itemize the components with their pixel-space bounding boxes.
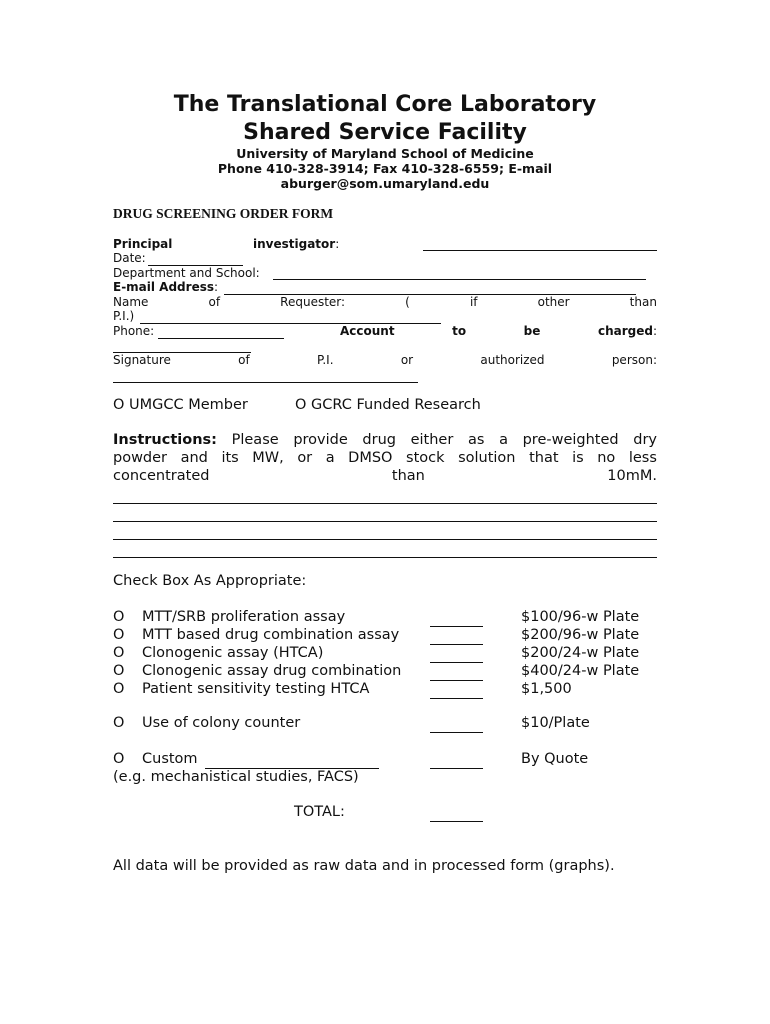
- instructions-word: that: [529, 450, 559, 466]
- form-title: DRUG SCREENING ORDER FORM: [113, 206, 334, 221]
- requester-word: other: [537, 295, 570, 309]
- service-qty-field[interactable]: [430, 697, 483, 699]
- title-line-1: The Translational Core Laboratory: [173, 92, 597, 117]
- service-checkbox[interactable]: O: [113, 609, 125, 625]
- department-label: Department and School:: [113, 266, 260, 280]
- instructions-field-line[interactable]: [113, 556, 657, 558]
- checkbox-heading: Check Box As Appropriate:: [113, 573, 307, 589]
- service-qty-field[interactable]: [430, 661, 483, 663]
- instructions-word: pre-weighted: [522, 432, 619, 448]
- pi-label: [113, 237, 172, 251]
- service-qty-field[interactable]: [430, 625, 483, 627]
- instructions-line-3: [113, 468, 657, 484]
- signature-label: [113, 353, 657, 367]
- account-colon: :: [652, 324, 657, 338]
- instructions-word: powder: [113, 450, 168, 466]
- service-price: $100/96-w Plate: [521, 609, 640, 625]
- requester-word: (: [405, 295, 410, 309]
- title-line-2: Shared Service Facility: [243, 120, 527, 145]
- total-label: TOTAL:: [294, 804, 345, 820]
- service-checkbox[interactable]: O: [113, 663, 125, 679]
- custom-price: By Quote: [521, 751, 589, 767]
- instructions-word: solution: [458, 450, 516, 466]
- footer-note: All data will be provided as raw data and in processed form (graphs).: [113, 858, 615, 874]
- phone-label: Phone:: [113, 324, 155, 338]
- service-name: MTT/SRB proliferation assay: [142, 609, 346, 625]
- instructions-word: 10mM.: [607, 468, 657, 484]
- signature-word: or: [400, 353, 414, 367]
- instructions-word: no: [597, 450, 616, 466]
- instructions-field-line[interactable]: [113, 502, 657, 504]
- instructions-line-1: [113, 432, 657, 448]
- instructions-word: Please: [231, 432, 279, 448]
- service-name: Clonogenic assay drug combination: [142, 663, 402, 679]
- email-colon: :: [214, 280, 219, 294]
- pi-label-2: [253, 237, 339, 251]
- colony-qty-field[interactable]: [430, 731, 483, 733]
- custom-checkbox[interactable]: O: [113, 751, 125, 767]
- instructions-word: its: [221, 450, 239, 466]
- custom-name: Custom: [142, 751, 198, 767]
- service-checkbox[interactable]: O: [113, 681, 125, 697]
- signature-field[interactable]: [113, 381, 418, 383]
- instructions-word: stock: [406, 450, 445, 466]
- requester-word: if: [469, 295, 478, 309]
- signature-word: Signature: [113, 353, 171, 367]
- instructions-word: less: [628, 450, 657, 466]
- instructions-word: a: [499, 432, 508, 448]
- account-label: [340, 324, 657, 338]
- account-word: to: [452, 324, 467, 338]
- instructions-word: concentrated: [113, 468, 210, 484]
- institution: University of Maryland School of Medicine: [236, 146, 534, 161]
- date-label: Date:: [113, 251, 146, 265]
- service-price: $1,500: [521, 681, 572, 697]
- pi-word-principal: Principal: [113, 237, 173, 251]
- service-price: $400/24-w Plate: [521, 663, 640, 679]
- requester-word: Name: [113, 295, 149, 309]
- instructions-word: drug: [362, 432, 396, 448]
- pi-word-investigator: investigator: [253, 237, 336, 251]
- instructions-word: DMSO: [348, 450, 393, 466]
- requester-word: of: [208, 295, 221, 309]
- service-checkbox[interactable]: O: [113, 627, 125, 643]
- service-qty-field[interactable]: [430, 679, 483, 681]
- custom-qty-field[interactable]: [430, 767, 483, 769]
- instructions-word: and: [180, 450, 208, 466]
- custom-example: (e.g. mechanistical studies, FACS): [113, 769, 359, 785]
- instructions-word: dry: [633, 432, 657, 448]
- total-field[interactable]: [430, 820, 483, 822]
- service-name: Patient sensitivity testing HTCA: [142, 681, 370, 697]
- instructions-word: either: [410, 432, 454, 448]
- instructions-field-line[interactable]: [113, 520, 657, 522]
- account-word: Account: [340, 324, 395, 338]
- pi-colon: :: [335, 237, 340, 251]
- service-qty-field[interactable]: [430, 643, 483, 645]
- phone-field[interactable]: [158, 337, 284, 339]
- instructions-word: a: [325, 450, 335, 466]
- email-label-text: E-mail Address: [113, 280, 214, 294]
- account-word: charged: [597, 324, 653, 338]
- instructions-word: provide: [293, 432, 348, 448]
- pi-field[interactable]: [423, 249, 657, 251]
- requester-word: Requester:: [280, 295, 346, 309]
- service-checkbox[interactable]: O: [113, 645, 125, 661]
- signature-word: P.I.: [317, 353, 334, 367]
- requester-cont: P.I.): [113, 309, 135, 323]
- instructions-word: or: [297, 450, 313, 466]
- instructions-field-line[interactable]: [113, 538, 657, 540]
- signature-word: person:: [611, 353, 657, 367]
- contact-email: aburger@som.umaryland.edu: [280, 176, 490, 191]
- service-price: $200/24-w Plate: [521, 645, 640, 661]
- service-name: Clonogenic assay (HTCA): [142, 645, 324, 661]
- department-field[interactable]: [273, 278, 646, 280]
- service-name: MTT based drug combination assay: [142, 627, 400, 643]
- colony-price: $10/Plate: [521, 715, 590, 731]
- instructions-word: is: [572, 450, 584, 466]
- instructions-line-2: [113, 450, 657, 466]
- contact-line: Phone 410-328-3914; Fax 410-328-6559; E-mail: [217, 161, 553, 176]
- service-price: $200/96-w Plate: [521, 627, 640, 643]
- signature-word: authorized: [480, 353, 545, 367]
- account-word: be: [523, 324, 541, 338]
- instructions-label: Instructions:: [113, 432, 217, 448]
- instructions-word: than: [391, 468, 425, 484]
- instructions-word: as: [467, 432, 485, 448]
- colony-checkbox[interactable]: O: [113, 715, 125, 731]
- email-label: [113, 280, 218, 294]
- membership-option-gcrc[interactable]: O GCRC Funded Research: [295, 397, 481, 413]
- signature-word: of: [238, 353, 250, 367]
- requester-word: than: [629, 295, 657, 309]
- membership-option-umgcc[interactable]: O UMGCC Member: [113, 397, 248, 413]
- requester-label: [113, 295, 657, 309]
- colony-name: Use of colony counter: [142, 715, 301, 731]
- instructions-word: MW,: [252, 450, 284, 466]
